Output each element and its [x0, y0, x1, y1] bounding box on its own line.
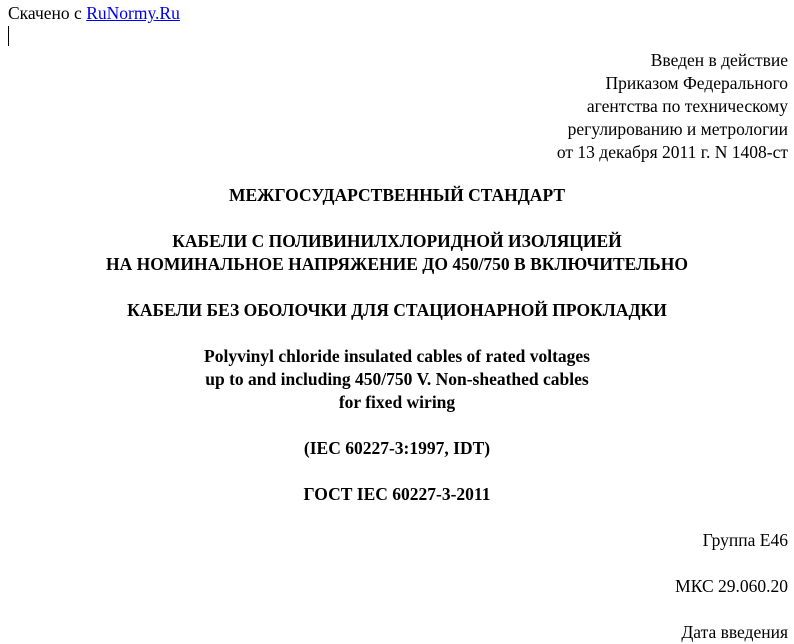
approval-line: регулированию и метрологии — [567, 119, 788, 139]
standard-type-heading: МЕЖГОСУДАРСТВЕННЫЙ СТАНДАРТ — [228, 185, 566, 205]
approval-line: Приказом Федерального — [605, 73, 788, 93]
approval-line: от 13 декабря 2011 г. N 1408-ст — [556, 142, 788, 162]
runormy-link[interactable]: RuNormy.Ru — [86, 3, 180, 23]
english-title-line: Polyvinyl chloride insulated cables of rated voltages — [204, 346, 590, 366]
approval-line: Введен в действие — [650, 50, 788, 70]
document-title — [0, 230, 794, 276]
mks-code: МКС 29.060.20 — [675, 576, 788, 596]
text-cursor — [8, 26, 9, 46]
title-line: КАБЕЛИ С ПОЛИВИНИЛХЛОРИДНОЙ ИЗОЛЯЦИЕЙ — [172, 231, 622, 251]
iec-reference: (IEC 60227-3:1997, IDT) — [303, 438, 491, 458]
english-title-line: for fixed wiring — [338, 392, 456, 412]
standard-designation: ГОСТ IEC 60227-3-2011 — [303, 484, 491, 504]
intro-date-label: Дата введения — [681, 622, 788, 642]
title-line: НА НОМИНАЛЬНОЕ НАПРЯЖЕНИЕ ДО 450/750 В ВКЛЮЧИТЕЛЬНО — [106, 254, 688, 274]
english-title-line: up to and including 450/750 V. Non-sheathed cables — [205, 369, 589, 389]
classification-group: Группа Е46 — [702, 530, 788, 550]
english-title — [0, 345, 794, 414]
download-source-line — [8, 2, 180, 25]
document-subtitle: КАБЕЛИ БЕЗ ОБОЛОЧКИ ДЛЯ СТАЦИОНАРНОЙ ПРОКЛАДКИ — [127, 300, 667, 320]
approval-block — [557, 49, 788, 164]
download-prefix: Скачено с — [8, 3, 87, 23]
approval-line: агентства по техническому — [586, 96, 788, 116]
